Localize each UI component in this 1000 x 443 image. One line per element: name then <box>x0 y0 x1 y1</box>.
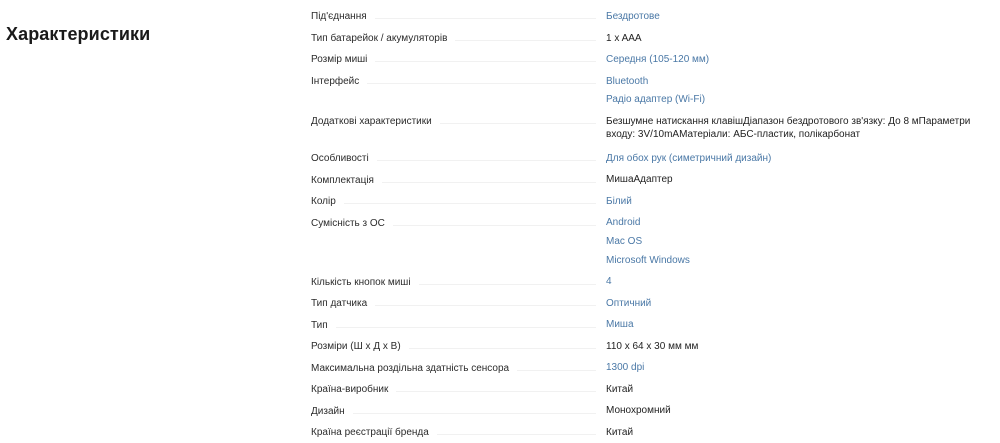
spec-row-color <box>311 191 1000 213</box>
spec-label: Особливості <box>311 153 369 165</box>
leader-line <box>517 370 596 371</box>
spec-row-connection <box>311 6 1000 28</box>
spec-label: Тип <box>311 319 328 331</box>
leader-line <box>409 348 596 349</box>
spec-label: Розміри (Ш x Д x В) <box>311 341 401 353</box>
spec-row-mouse-size <box>311 49 1000 71</box>
leader-line <box>393 225 596 226</box>
spec-label: Додаткові характеристики <box>311 116 432 128</box>
spec-label: Тип датчика <box>311 298 368 310</box>
leader-line <box>375 61 596 62</box>
spec-label: Комплектація <box>311 174 374 186</box>
leader-line <box>375 18 596 19</box>
spec-value: МишаАдаптер <box>606 174 673 186</box>
spec-value-link[interactable]: Білий <box>606 195 632 207</box>
leader-line <box>455 40 596 41</box>
spec-label: Колір <box>311 196 336 208</box>
spec-label: Кількість кнопок миші <box>311 276 411 288</box>
spec-label: Сумісність з ОС <box>311 217 385 229</box>
leader-line <box>375 305 596 306</box>
leader-line <box>336 327 596 328</box>
leader-line <box>440 123 596 124</box>
specs-table <box>311 6 1000 443</box>
spec-label: Розмір миші <box>311 54 368 66</box>
spec-value: Монохромний <box>606 405 671 417</box>
spec-row-button-count <box>311 271 1000 293</box>
spec-row-sensor-type <box>311 293 1000 315</box>
spec-label: Під'єднання <box>311 11 367 23</box>
spec-label: Дизайн <box>311 405 345 417</box>
spec-value: Китай <box>606 426 634 438</box>
spec-row-features <box>311 148 1000 170</box>
spec-row-package <box>311 169 1000 191</box>
spec-value: Безшумне натискання клавішДіапазон бездротового зв'язку: До 8 мПараметри входу: 3V/10mAМатеріали: АБС-пластик, полікарбонат <box>606 115 971 140</box>
spec-value-link[interactable]: Бездротове <box>606 11 660 22</box>
spec-value-link[interactable]: 4 <box>606 276 612 288</box>
spec-value: 110 x 64 x 30 мм мм <box>606 340 699 352</box>
spec-value-link[interactable]: Радіо адаптер (Wi-Fi) <box>606 94 706 106</box>
spec-row-type <box>311 314 1000 336</box>
leader-line <box>419 284 596 285</box>
spec-row-os-compat <box>311 212 1000 271</box>
leader-line <box>396 391 596 392</box>
leader-line <box>437 434 596 435</box>
spec-value-link[interactable]: Mac OS <box>606 236 643 248</box>
spec-row-interface <box>311 71 1000 111</box>
spec-label: Максимальна роздільна здатність сенсора <box>311 362 510 374</box>
spec-row-design <box>311 400 1000 422</box>
leader-line <box>377 160 596 161</box>
spec-label: Тип батарейок / акумуляторів <box>311 32 448 44</box>
spec-value: Китай <box>606 383 634 395</box>
spec-value-link[interactable]: 1300 dpi <box>606 362 645 374</box>
spec-label: Інтерфейс <box>311 75 360 87</box>
spec-label: Країна-виробник <box>311 384 389 396</box>
spec-row-battery-type <box>311 28 1000 50</box>
section-title: Характеристики <box>6 23 151 44</box>
spec-row-extra-features <box>311 111 1000 148</box>
spec-value-link[interactable]: Середня (105-120 мм) <box>606 54 710 65</box>
spec-value-link[interactable]: Для обох рук (симетричний дизайн) <box>606 152 772 164</box>
spec-value-link[interactable]: Миша <box>606 319 634 331</box>
leader-line <box>367 83 596 84</box>
leader-line <box>353 413 596 414</box>
spec-value-link[interactable]: Bluetooth <box>606 75 649 87</box>
leader-line <box>344 203 596 204</box>
spec-row-dimensions <box>311 336 1000 358</box>
spec-value-link[interactable]: Android <box>606 217 641 229</box>
spec-value: 1 x AAA <box>606 32 642 44</box>
spec-value-link[interactable]: Оптичний <box>606 297 652 309</box>
spec-label: Країна реєстрації бренда <box>311 427 429 439</box>
leader-line <box>382 182 596 183</box>
spec-row-country-of-origin <box>311 379 1000 401</box>
spec-value-link[interactable]: Microsoft Windows <box>606 254 690 266</box>
spec-row-max-dpi <box>311 357 1000 379</box>
